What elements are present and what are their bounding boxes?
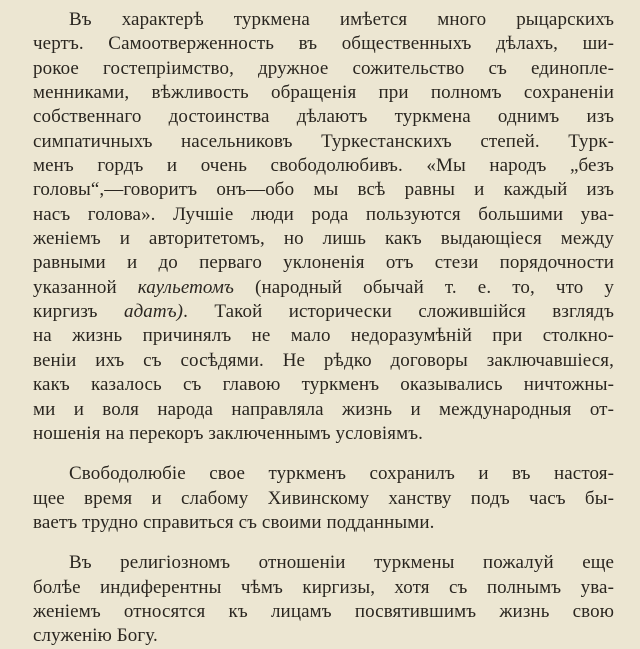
paragraph-1 [33,8,614,446]
text-line: служенію Богу. [33,625,158,647]
text-line: на жизнь причинялъ не мало недоразумѣній при столкно- [33,325,614,347]
paragraph-2 [33,462,614,535]
text-segment: указанной [33,276,138,298]
text-line: насъ голова». Лучшіе люди рода пользуются большими ува- [33,203,614,225]
paragraph-gap [33,535,614,551]
text-line: болѣе индиферентны чѣмъ киргизы, хотя съ полнымъ ува- [33,576,614,598]
text-line: менниками, вѣжливость обращенія при полномъ сохраненіи [33,82,614,104]
text-line: менъ гордъ и очень свободолюбивъ. «Мы народъ „безъ [33,155,614,177]
text-line: чертъ. Самоотверженность въ общественныхъ дѣлахъ, ши- [33,33,614,55]
text-segment: киргизъ [33,301,124,323]
text-line: женіемъ и авторитетомъ, но лишь какъ выдающіеся между [33,228,614,250]
text-line: женіемъ относятся къ лицамъ посвятившимъ жизнь свою [33,600,614,622]
paragraph-gap [33,446,614,462]
text-line: Въ характерѣ туркмена имѣется много рыцарскихъ [69,9,614,30]
paragraph-3 [33,551,614,648]
text-line: Въ религіозномъ отношеніи туркмены пожалуй еще [69,552,614,574]
text-line: какъ казалось съ главою туркменъ оказывались ничтожны- [33,374,614,396]
text-line: симпатичныхъ насельниковъ Туркестанскихъ степей. Турк- [33,130,614,152]
text-line: ношенія на перекоръ заключеннымъ условіямъ. [33,422,424,444]
text-line: ми и воля народа направляла жизнь и международныя от- [33,398,614,420]
text-segment: . Такой исторически сложившійся взглядъ [183,301,614,323]
text-line: рокое гостепріимство, дружное сожительство съ единопле- [33,57,614,79]
text-line [33,300,614,324]
text-line: головы“,—говоритъ онъ—обо мы всѣ равны и каждый изъ [33,179,614,201]
text-line: веніи ихъ съ сосѣдями. Не рѣдко договоры заключавшіеся, [33,349,614,371]
italic-term: адатъ) [123,301,184,323]
italic-term: каульетомъ [137,276,234,298]
text-line: щее время и слабому Хивинскому ханству подъ часъ бы- [33,487,614,509]
text-line: Свободолюбіе свое туркменъ сохранилъ и въ настоя- [69,463,614,485]
text-line: собственнаго достоинства дѣлаютъ туркмена однимъ изъ [33,106,614,128]
text-line: ваетъ трудно справиться съ своими подданными. [33,511,435,533]
text-line: равными и до перваго уклоненія отъ стези порядочности [33,252,614,274]
text-line [33,276,614,300]
text-segment: (народный обычай т. е. то, что у [233,276,614,298]
